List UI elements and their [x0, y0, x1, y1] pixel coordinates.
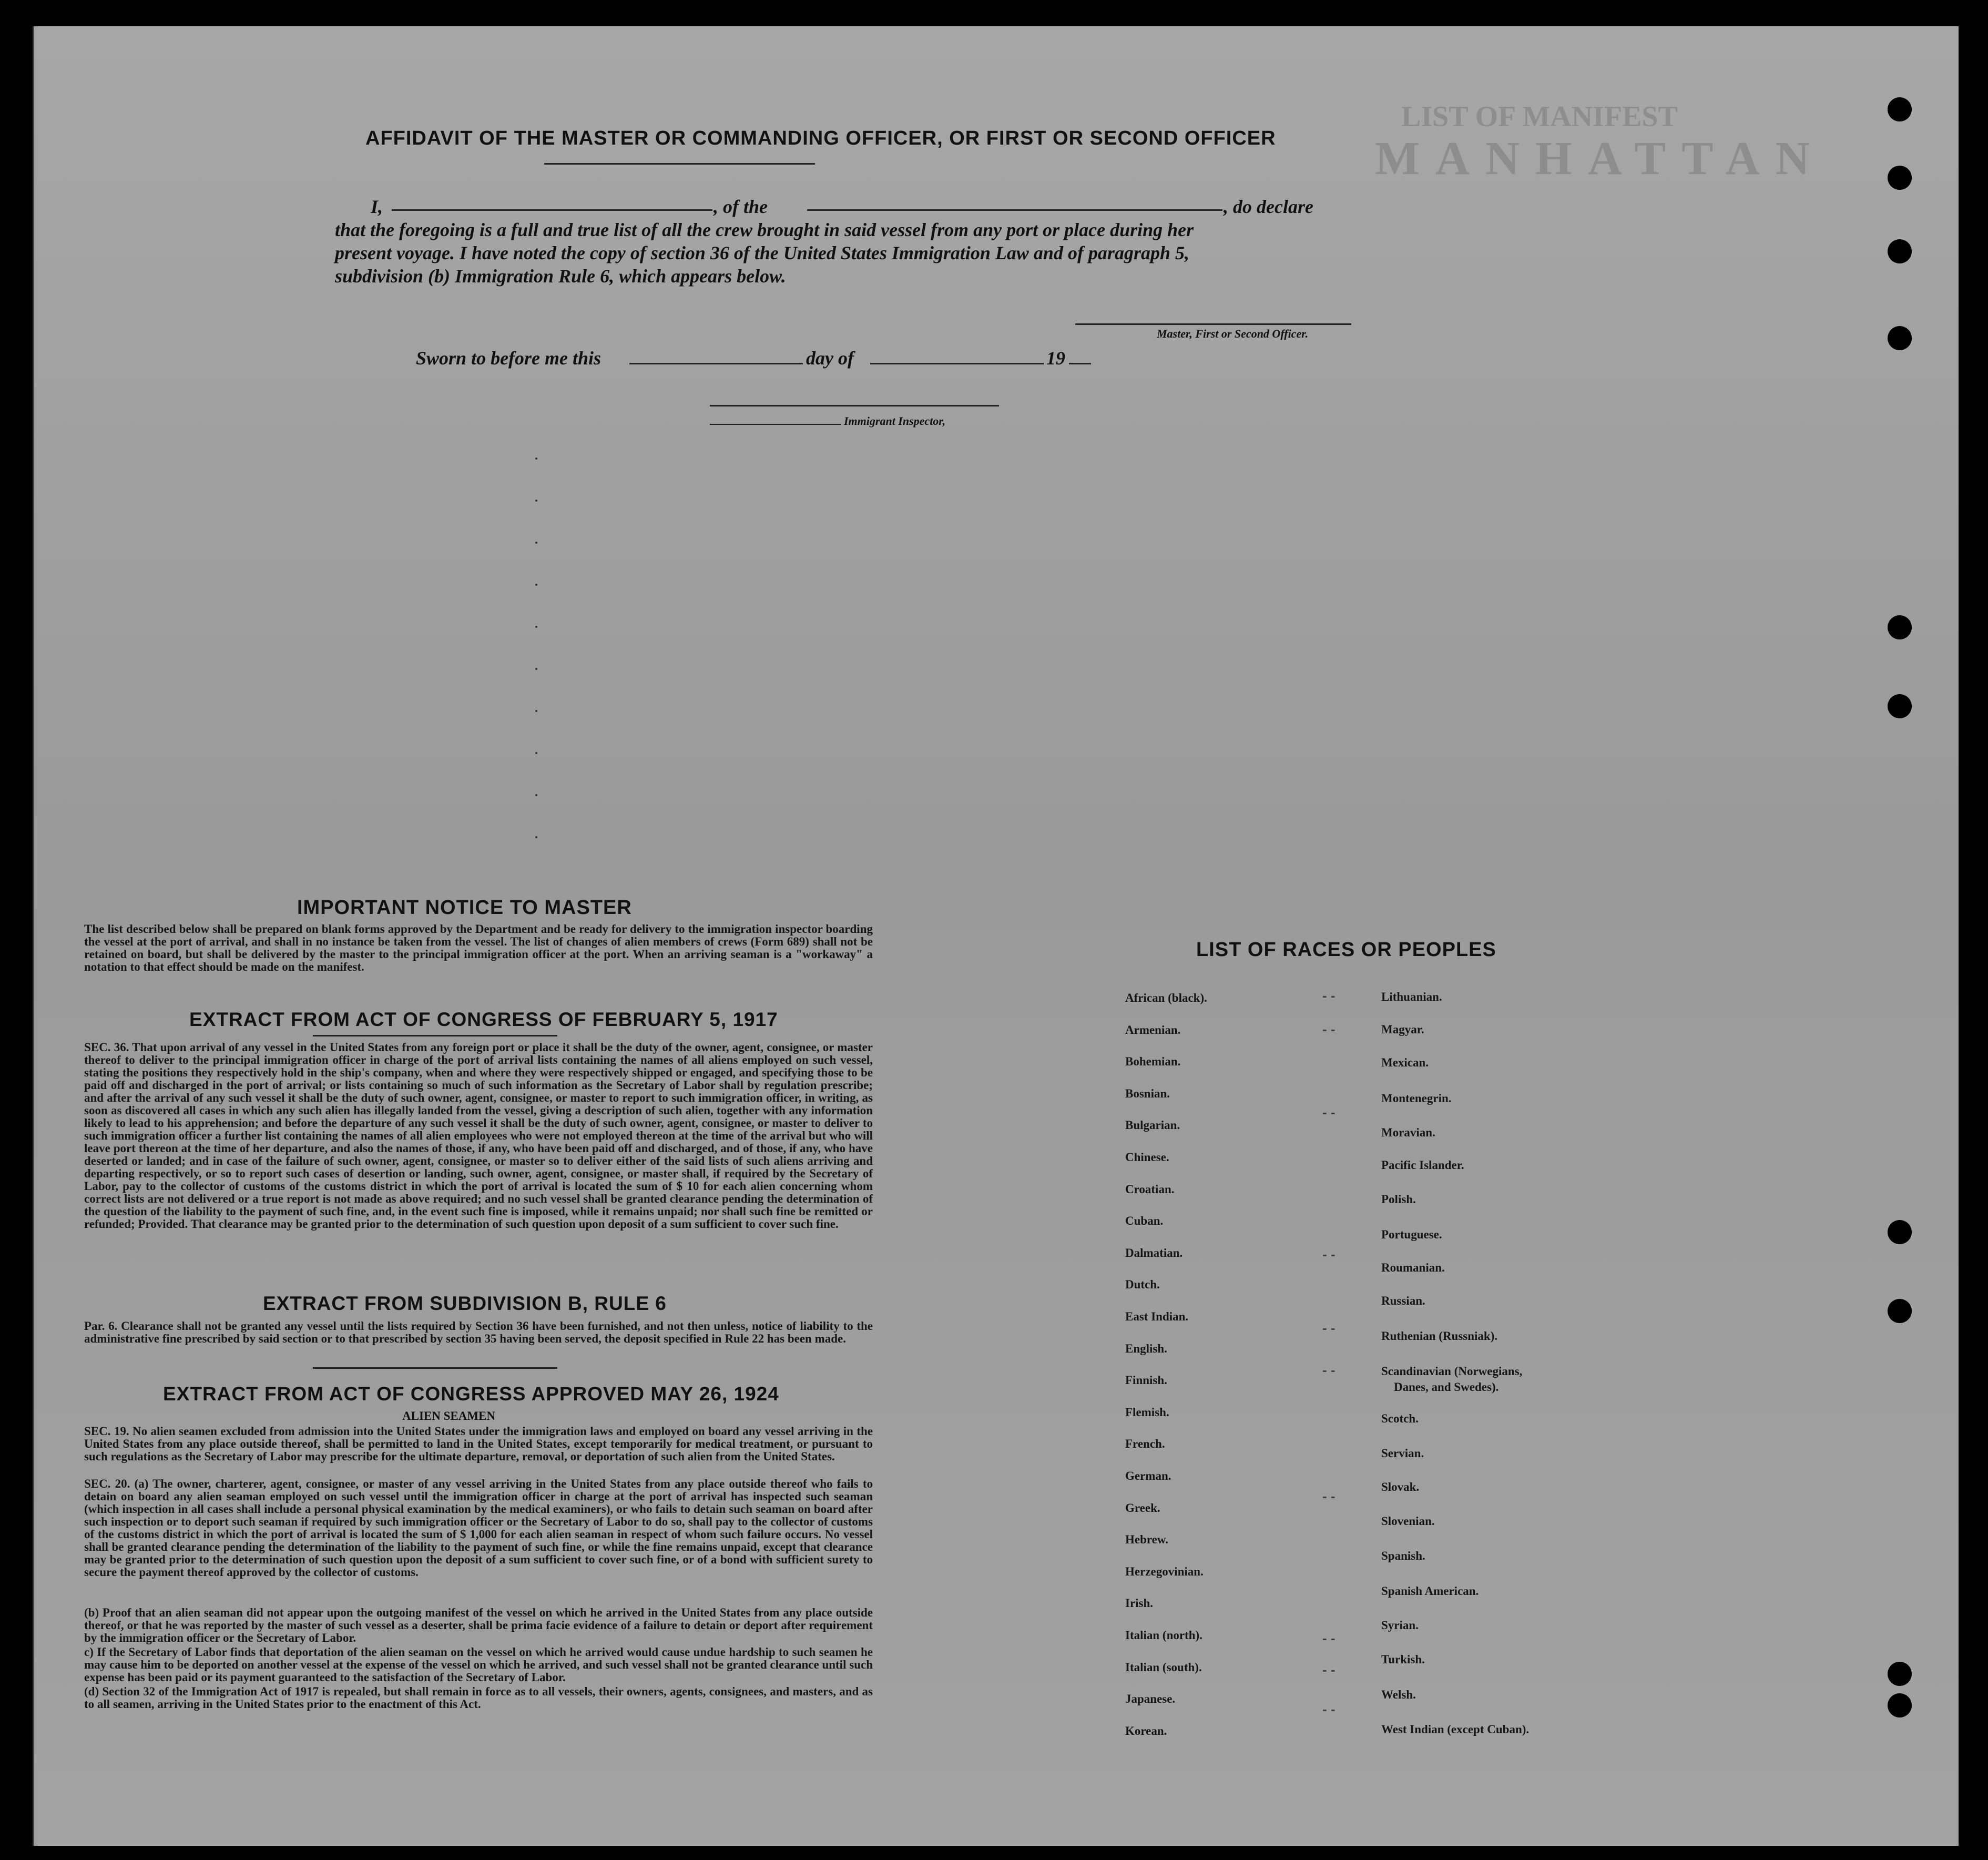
vessel-blank[interactable] — [807, 209, 1222, 211]
race-item: Lithuanian. — [1381, 990, 1442, 1003]
binder-hole — [1888, 1693, 1912, 1717]
extract-1917-title: EXTRACT FROM ACT OF CONGRESS OF FEBRUARY 5, 1917 — [189, 1009, 778, 1030]
bleed-through-text: MANHATTAN — [1375, 133, 1826, 185]
race-item: Finnish. — [1125, 1374, 1167, 1387]
binder-hole — [1888, 1662, 1912, 1686]
race-item: Dutch. — [1125, 1278, 1160, 1292]
race-item: Mexican. — [1381, 1056, 1429, 1069]
sworn-label: Sworn to before me this — [416, 348, 602, 369]
extract-1917-body: SEC. 36. That upon arrival of any vessel in the United States from any foreign port or place it shall be the duty of the owner, agent, consignee, or master thereof to deliver to the principal immigration officer in charge of the port of arrival lists containing the names of all aliens employed on such vessel, stating the positions they respectively hold in the ship's company, when and where they were respectively shipped or engaged, and specifying those to be paid off and discharged in the port of arrival; or lists containing so much of such information as the Secretary of Labor shall by regulation prescribe; and after the arrival of any such vessel it shall be the duty of such owner, agent, consignee, or master to report to such immigration officer, in writing, as soon as discovered all cases in which any such alien has illegally landed from the vessel, giving a description of such alien, together with any information likely to lead to his apprehension; and before the departure of any such vessel it shall be the duty of such owner, agent, consignee, or master to deliver to such immigration officer a further list containing the names of all alien employees who were not employed thereon at the time of the arrival but who will leave port thereon at the time of her departure, and also the names of those, if any, who have been paid off and discharged, and of those, if any, who have deserted or landed; and in case of the failure of such owner, agent, consignee, or master so to deliver either of the said lists of such aliens arriving and departing respectively, or so to report such cases of desertion or landing, such owner, agent, consignee, or master shall, if required by the Secretary of Labor, pay to the collector of customs of the customs district in which the port of arrival is located the sum of $ 10 for each alien concerning whom correct lists are not delivered or a true report is not made as above required; and no such vessel shall be granted clearance pending the determination of the question of the liability to the payment of such fine, and, in the event such fine is imposed, while it remains unpaid; nor shall such fine be remitted or refunded; Provided. That clearance may be granted prior to the determination of such question upon deposit of a sum sufficient to cover such fine. — [84, 1041, 873, 1231]
race-item: Magyar. — [1381, 1023, 1424, 1036]
race-item: Cuban. — [1125, 1214, 1164, 1228]
sworn-day-blank[interactable] — [629, 363, 803, 364]
race-item: Japanese. — [1125, 1692, 1176, 1706]
race-item: Armenian. — [1125, 1023, 1181, 1036]
race-item: Spanish. — [1381, 1549, 1425, 1562]
master-signature-line[interactable] — [1075, 323, 1351, 325]
race-item: Danes, and Swedes). — [1394, 1380, 1499, 1394]
affidavit-line4: subdivision (b) Immigration Rule 6, which appears below. — [335, 266, 786, 287]
race-item: Scotch. — [1381, 1412, 1419, 1425]
race-item: Scandinavian (Norwegians, — [1381, 1365, 1523, 1378]
race-item: Polish. — [1381, 1193, 1416, 1206]
race-item: Slovenian. — [1381, 1515, 1435, 1528]
race-item: Croatian. — [1125, 1182, 1175, 1196]
race-item: East Indian. — [1125, 1310, 1189, 1323]
race-item: Irish. — [1125, 1597, 1154, 1610]
race-item: Herzegovinian. — [1125, 1564, 1204, 1578]
extract-1917-rule — [313, 1035, 557, 1036]
extract-1924-sec20b: (b) Proof that an alien seaman did not appear upon the outgoing manifest of the vessel on which he arrived in the United States from any place outside thereof, or that he was reported by the master of such vessel as a deserter, shall be prima facie evidence of a failure to detain or deport after requirement by the immigration officer or the Secretary of Labor. — [84, 1606, 873, 1644]
race-item: Bohemian. — [1125, 1055, 1181, 1069]
race-item: African (black). — [1125, 991, 1207, 1004]
race-item: French. — [1125, 1437, 1165, 1451]
race-item: Moravian. — [1381, 1126, 1435, 1139]
race-item: Russian. — [1381, 1294, 1425, 1307]
race-item: Pacific Islander. — [1381, 1158, 1464, 1172]
extract-1924-title: EXTRACT FROM ACT OF CONGRESS APPROVED MAY 26, 1924 — [163, 1383, 779, 1405]
race-item: Welsh. — [1381, 1688, 1416, 1701]
affidavit-line3: present voyage. I have noted the copy of section 36 of the United States Immigration Law and of paragraph 5, — [335, 242, 1189, 263]
extract-1924-sec20d: (d) Section 32 of the Immigration Act of 1917 is repealed, but shall remain in force as to all vessels, their owners, agents, consignees, and masters, and as to all seamen, arriving in the United States prior to the enactment of this Act. — [84, 1685, 873, 1711]
race-item: Hebrew. — [1125, 1533, 1168, 1547]
races-title: LIST OF RACES OR PEOPLES — [1196, 939, 1496, 961]
race-item: Italian (north). — [1125, 1629, 1202, 1642]
binder-hole — [1888, 1299, 1912, 1323]
extract-1924-sec20a: SEC. 20. (a) The owner, charterer, agent, consignee, or master of any vessel arriving in the United States from any place outside thereof who fails to detain on board any alien seaman employed on such vessel until the immigration officer in charge at the port of arrival has inspected such seaman (which inspection in all cases shall include a personal physical examination by the medical examiners), or who fails to detain such seaman on board after such inspection or to deport such seaman if required by such immigration officer or the Secretary of Labor to do so, shall pay to the collector of customs of the customs district in which the port of arrival is located the sum of $ 1,000 for each alien seaman in respect of whom such failure occurs. No vessel shall be granted clearance pending the determination of the liability to the payment of such fine, or while the fine remains unpaid, except that clearance may be granted prior to the determination of such question upon the deposit of a sum sufficient to cover such fine, or of a bond with sufficient surety to secure the payment thereof approved by the collector of customs. — [84, 1477, 873, 1579]
race-item: Italian (south). — [1125, 1660, 1202, 1674]
bleed-through-text: LIST OF MANIFEST — [1401, 100, 1678, 133]
race-item: German. — [1125, 1469, 1171, 1482]
race-item: Flemish. — [1125, 1405, 1169, 1419]
inspector-signature-line[interactable] — [710, 405, 999, 406]
year-blank[interactable] — [1069, 363, 1091, 364]
race-item: Servian. — [1381, 1447, 1424, 1460]
race-item: Slovak. — [1381, 1480, 1420, 1493]
race-item: Korean. — [1125, 1724, 1167, 1737]
race-item: Roumanian. — [1381, 1261, 1445, 1274]
sworn-month-blank[interactable] — [870, 363, 1044, 364]
binder-hole — [1888, 615, 1912, 639]
notice-body: The list described below shall be prepared on blank forms approved by the Department and be ready for delivery to the immigration inspector boarding the vessel at the port of arrival, and shall in no instance be taken from the vessel. The list of changes of alien members of crews (Form 689) shall not be retained on board, but shall be delivered by the master to the principal immigration officer at the port. When an arriving seaman is a "workaway" a notation to that effect should be made on the manifest. — [84, 922, 873, 973]
race-item: Bosnian. — [1125, 1086, 1170, 1100]
inspector-underline — [710, 424, 841, 425]
extract-rule6-body: Par. 6. Clearance shall not be granted any vessel until the lists required by Section 36 have been furnished, and not then unless, notice of liability to the administrative fine prescribed by said section or to that prescribed by section 35 having been served, the deposit specified in Rule 22 has been made. — [84, 1319, 873, 1345]
affidavit-title: AFFIDAVIT OF THE MASTER OR COMMANDING OFFICER, OR FIRST OR SECOND OFFICER — [365, 127, 1276, 149]
binder-hole — [1888, 97, 1912, 121]
race-item: West Indian (except Cuban). — [1381, 1723, 1530, 1736]
extract-rule6-title: EXTRACT FROM SUBDIVISION B, RULE 6 — [263, 1293, 667, 1314]
inspector-caption: Immigrant Inspector, — [844, 414, 946, 428]
binder-hole — [1888, 1220, 1912, 1244]
extract-1924-sec20c: c) If the Secretary of Labor finds that deportation of the alien seaman on the vessel on which he arrived would cause undue hardship to such seamen he may cause him to be deported on another vessel at the expense of the vessel on which he arrived, and such vessel shall not be granted clearance until such expense has been paid or its payment guaranteed to the satisfaction of the Secretary of Labor. — [84, 1645, 873, 1684]
alien-seamen-subtitle: ALIEN SEAMEN — [402, 1409, 496, 1422]
year-label: 19 — [1046, 348, 1065, 369]
binder-hole — [1888, 694, 1912, 718]
race-item: Greek. — [1125, 1501, 1160, 1515]
title-rule — [544, 163, 815, 165]
affidavit-line2: that the foregoing is a full and true list of all the crew brought in said vessel from any port or place during her — [335, 219, 1194, 240]
day-of-label: day of — [806, 348, 854, 369]
race-item: English. — [1125, 1341, 1167, 1355]
document-page: LIST OF MANIFEST MANHATTAN AFFIDAVIT OF THE MASTER OR COMMANDING OFFICER, OR FIRST OR SECOND OFFICER I, , of the , do declare that the foregoing is a full and true list of all the crew brought in said vessel from any port or place during her present voyage. I have noted the copy of section 36 of the United States Immigration Law and of paragraph 5, subdivision (b) Immigration Rule 6, which appears below. Master, First or Second Officer. Sworn to before me this day of 19 Immigrant Inspector, IMPORTANT NOTICE TO MASTER The list described below shall be prepared on blank forms approved by the Department and be ready for delivery to the immigration inspector boarding the vessel at the port of arrival, and shall in no instance be taken from the vessel. The list of changes of alien members of crews (Form 689) shall not be retained on board, but shall be delivered by the master to the principal immigration officer at the port. When an arriving seaman is a "workaway" a notation to that effect should be made on the manifest. EXTRACT FROM ACT OF CONGRESS OF FEBRUARY 5, 1917 SEC. 36. That upon arrival of any vessel in the United States from any foreign port or place it shall be the duty of the owner, agent, consignee, or master thereof to deliver to the principal immigration officer in charge of the port of arrival lists containing the names of all aliens employed on such vessel, stating the positions they respectively hold in the ship's company, when and where they were respectively shipped or engaged, and specifying those to be paid off and discharged in the port of arrival; or lists containing so much of such information as the Secretary of Labor shall by regulation prescribe; and after the arrival of any such vessel it shall be the duty of such owner, agent, consignee, or master to report to such immigration officer, in writing, as soon as discovered all cases in which any such alien has illegally landed from the vessel, giving a description of such alien, together with any information likely to lead to his apprehension; and before the departure of any such vessel it shall be the duty of such owner, agent, consignee, or master to deliver to such immigration officer a further list containing the names of all alien employees who were not employed thereon at the time of the arrival but who will leave port thereon at the time of her departure, and also the names of those, if any, who have been paid off and discharged, and of those, if any, who have deserted or landed; and in case of the failure of such owner, agent, consignee, or master so to deliver either of the said lists of such aliens arriving and departing respectively, or so to report such cases of desertion or landing, such owner, agent, consignee, or master shall, if required by the Secretary of Labor, pay to the collector of customs of the customs district in which the port of arrival is located the sum of $ 10 for each alien concerning whom correct lists are not delivered or a true report is not made as above required; and no such vessel shall be granted clearance pending the determination of the question of the liability to the payment of such fine, and, in the event such fine is imposed, while it remains unpaid; nor shall such fine be remitted or refunded; Provided. That clearance may be granted prior to the determination of such question upon deposit of a sum sufficient to cover such fine. EXTRACT FROM SUBDIVISION B, RULE 6 Par. 6. Clearance shall not be granted any vessel until the lists required by Section 36 have been furnished, and not then unless, notice of liability to the administrative fine prescribed by said section or to that prescribed by section 35 having been served, the deposit specified in Rule 22 has been made. EXTRACT FROM ACT OF CONGRESS APPROVED MAY 26, 1924 ALIEN SEAMEN SEC. 19. No alien seamen excluded from admission into the United States under the immigration laws and employed on board any vessel arriving in the United States from any place outside thereof, shall be permitted to land in the United States, except temporarily for medical treatment, or pursuant to such regulations as the Secretary of Labor may prescribe for the ultimate departure, removal, or deportation of such alien from the United States. SEC. 20. (a) The owner, charterer, agent, consignee, or master of any vessel arriving in the United States from any place outside thereof who fails to detain on board any alien seaman employed on such vessel until the immigration officer in charge at the port of arrival has inspected such seaman (which inspection in all cases shall include a personal physical examination by the medical examiners), or who fails to detain such seaman on board after such inspection or to deport such seaman if required by such immigration officer or the Secretary of Labor to do so, shall pay to the collector of customs of the customs district in which the port of arrival is located the sum of $ 1,000 for each alien seaman in respect of whom such failure occurs. No vessel shall be granted clearance pending the determination of the liability to the payment of such fine, or while the fine remains unpaid, except that clearance may be granted prior to the determination of such question upon the deposit of a sum sufficient to cover such fine, or of a bond with sufficient surety to secure the payment thereof approved by the collector of customs. (b) Proof that an alien seaman did not appear upon the outgoing manifest of the vessel on which he arrived in the United States from any place outside thereof, or that he was reported by the master of such vessel as a deserter, shall be prima facie evidence of a failure to detain or deport after requirement by the immigration officer or the Secretary of Labor. c) If the Secretary of Labor finds that deportation of the alien seaman on the vessel on which he arrived would cause undue hardship to such seamen he may cause him to be deported on another vessel at the expense of the vessel on which he arrived, and such vessel shall not be granted clearance until such expense has been paid or its payment guaranteed to the satisfaction of the Secretary of Labor. (d) Section 32 of the Immigration Act of 1917 is repealed, but shall remain in force as to all vessels, their owners, agents, consignees, and masters, and as to all seamen, arriving in the United States prior to the enactment of this Act. LIST OF RACES OR PEOPLES African (black). Armenian. Bohemian. Bosnian. Bulgarian. Chinese. Croatian. Cuban. Dalmatian. Dutch. East Indian. English. Finnish. Flemish. French. German. Greek. Hebrew. Herzegovinian. Irish. Italian (north). Italian (south). Japanese. Korean. Lithuanian. Magyar. Mexican. Montenegrin. Moravian. Pacific Islander. Polish. Portuguese. Roumanian. Russian. Ruthenian (Russniak). Scandinavian (Norwegians, Danes, and Swedes). Scotch. Servian. Slovak. Slovenian. Spanish. Spanish American. Syrian. Turkish. Welsh. West Indian (except Cuban). - - - - - - - - - - - - - - - - - - - - — [33, 26, 1959, 1846]
race-item: Dalmatian. — [1125, 1246, 1183, 1259]
extract-rule6-rule — [313, 1367, 557, 1369]
affidavit-do-declare: , do declare — [1224, 196, 1313, 217]
race-item: Montenegrin. — [1381, 1092, 1452, 1105]
affidavit-i-label: I, — [371, 196, 383, 217]
race-item: Chinese. — [1125, 1151, 1169, 1164]
race-item: Syrian. — [1381, 1619, 1419, 1632]
master-caption: Master, First or Second Officer. — [1157, 327, 1309, 340]
notice-title: IMPORTANT NOTICE TO MASTER — [297, 897, 632, 919]
binder-hole — [1888, 326, 1912, 350]
race-item: Bulgarian. — [1125, 1119, 1180, 1132]
race-item: Ruthenian (Russniak). — [1381, 1329, 1498, 1343]
race-item: Spanish American. — [1381, 1584, 1479, 1598]
race-item: Portuguese. — [1381, 1228, 1442, 1241]
affidavit-of-the: , of the — [713, 196, 768, 217]
binder-hole — [1888, 166, 1912, 190]
binder-hole — [1888, 239, 1912, 263]
extract-1924-sec19: SEC. 19. No alien seamen excluded from admission into the United States under the immigration laws and employed on board any vessel arriving in the United States from any place outside thereof, shall be permitted to land in the United States, except temporarily for medical treatment, or pursuant to such regulations as the Secretary of Labor may prescribe for the ultimate departure, removal, or deportation of such alien from the United States. — [84, 1425, 873, 1463]
race-item: Turkish. — [1381, 1653, 1425, 1666]
name-blank[interactable] — [392, 209, 712, 211]
